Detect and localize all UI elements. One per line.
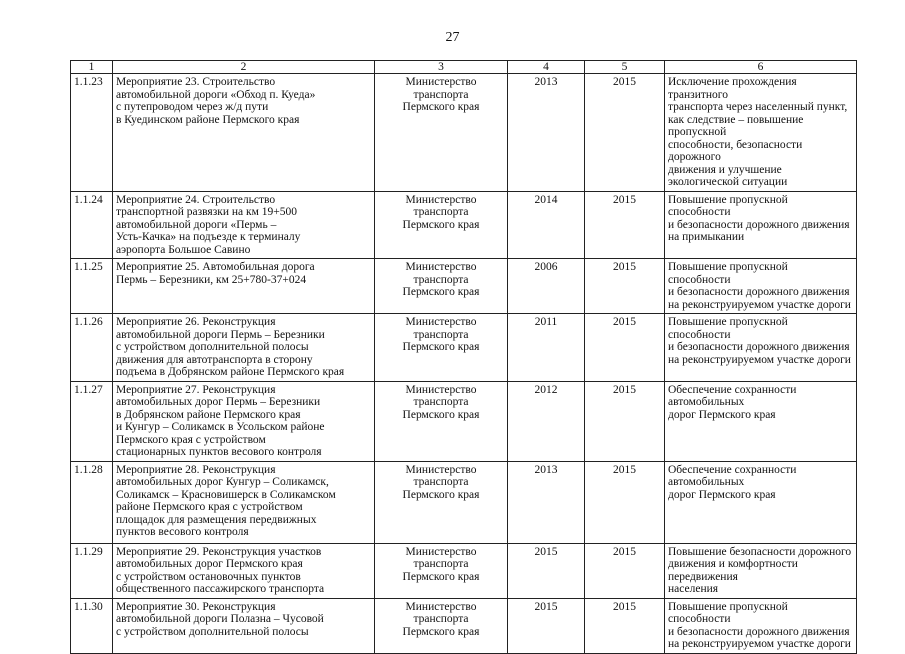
page-number: 27 [445, 30, 460, 45]
end-year: 2015 [585, 191, 665, 259]
measure-name: Мероприятие 27. Реконструкция автомобильных дорог Пермь – Березники в Добрянском районе Пермского края и Кунгур – Соликамск в Усольском районе Пермского края с устройством стационарных пунктов весового контроля [113, 381, 375, 461]
table-row [71, 74, 857, 192]
executor: Министерство транспорта Пермского края [375, 314, 508, 382]
table-row [71, 314, 857, 382]
measure-name: Мероприятие 26. Реконструкция автомобильной дороги Пермь – Березники с устройством дополнительной полосы движения для автотранспорта в сторону подъема в Добрянском районе Пермского края [113, 314, 375, 382]
end-year: 2015 [585, 74, 665, 192]
end-year: 2015 [585, 381, 665, 461]
measures-table [70, 60, 857, 654]
table-row [71, 259, 857, 314]
table-body [71, 74, 857, 654]
table-row [71, 381, 857, 461]
row-number: 1.1.24 [71, 191, 113, 259]
executor: Министерство транспорта Пермского края [375, 259, 508, 314]
executor: Министерство транспорта Пермского края [375, 598, 508, 653]
measure-name: Мероприятие 28. Реконструкция автомобильных дорог Кунгур – Соликамск, Соликамск – Красновишерск в Соликамском районе Пермского края с устройством площадок для размещения передвижных пунктов весового контроля [113, 461, 375, 543]
end-year: 2015 [585, 598, 665, 653]
start-year: 2014 [508, 191, 585, 259]
expected-result: Повышение пропускной способности и безопасности дорожного движения на реконструируемом участке дороги [665, 259, 857, 314]
row-number: 1.1.27 [71, 381, 113, 461]
measure-name: Мероприятие 30. Реконструкция автомобильной дороги Полазна – Чусовой с устройством дополнительной полосы [113, 598, 375, 653]
executor: Министерство транспорта Пермского края [375, 74, 508, 192]
table-row [71, 461, 857, 543]
header-col-5: 5 [585, 61, 665, 74]
table-row [71, 191, 857, 259]
start-year: 2006 [508, 259, 585, 314]
executor: Министерство транспорта Пермского края [375, 461, 508, 543]
start-year: 2015 [508, 598, 585, 653]
expected-result: Повышение пропускной способности и безопасности дорожного движения на примыкании [665, 191, 857, 259]
end-year: 2015 [585, 259, 665, 314]
row-number: 1.1.23 [71, 74, 113, 192]
end-year: 2015 [585, 461, 665, 543]
start-year: 2012 [508, 381, 585, 461]
row-number: 1.1.25 [71, 259, 113, 314]
measure-name: Мероприятие 24. Строительство транспортной развязки на км 19+500 автомобильной дороги «Пермь – Усть-Качка» на подъезде к терминалу аэропорта Большое Савино [113, 191, 375, 259]
measure-name: Мероприятие 23. Строительство автомобильной дороги «Обход п. Куеда» с путепроводом через ж/д пути в Куединском районе Пермского края [113, 74, 375, 192]
expected-result: Обеспечение сохранности автомобильных дорог Пермского края [665, 381, 857, 461]
end-year: 2015 [585, 543, 665, 598]
header-row [71, 61, 857, 74]
measure-name: Мероприятие 29. Реконструкция участков автомобильных дорог Пермского края с устройством остановочных пунктов общественного пассажирского транспорта [113, 543, 375, 598]
table-row [71, 598, 857, 653]
start-year: 2013 [508, 461, 585, 543]
executor: Министерство транспорта Пермского края [375, 191, 508, 259]
expected-result: Повышение пропускной способности и безопасности дорожного движения на реконструируемом участке дороги [665, 598, 857, 653]
header-col-4: 4 [508, 61, 585, 74]
start-year: 2011 [508, 314, 585, 382]
header-col-1: 1 [71, 61, 113, 74]
measure-name: Мероприятие 25. Автомобильная дорога Пермь – Березники, км 25+780-37+024 [113, 259, 375, 314]
header-col-2: 2 [113, 61, 375, 74]
expected-result: Повышение безопасности дорожного движения и комфортности передвижения населения [665, 543, 857, 598]
row-number: 1.1.28 [71, 461, 113, 543]
header-col-3: 3 [375, 61, 508, 74]
expected-result: Обеспечение сохранности автомобильных дорог Пермского края [665, 461, 857, 543]
table-row [71, 543, 857, 598]
row-number: 1.1.29 [71, 543, 113, 598]
start-year: 2013 [508, 74, 585, 192]
expected-result: Исключение прохождения транзитного транспорта через населенный пункт, как следствие – повышение пропускной способности, безопасности дорожного движения и улучшение экологической ситуации [665, 74, 857, 192]
executor: Министерство транспорта Пермского края [375, 543, 508, 598]
row-number: 1.1.30 [71, 598, 113, 653]
end-year: 2015 [585, 314, 665, 382]
start-year: 2015 [508, 543, 585, 598]
executor: Министерство транспорта Пермского края [375, 381, 508, 461]
table-header [71, 61, 857, 74]
row-number: 1.1.26 [71, 314, 113, 382]
header-col-6: 6 [665, 61, 857, 74]
expected-result: Повышение пропускной способности и безопасности дорожного движения на реконструируемом участке дороги [665, 314, 857, 382]
